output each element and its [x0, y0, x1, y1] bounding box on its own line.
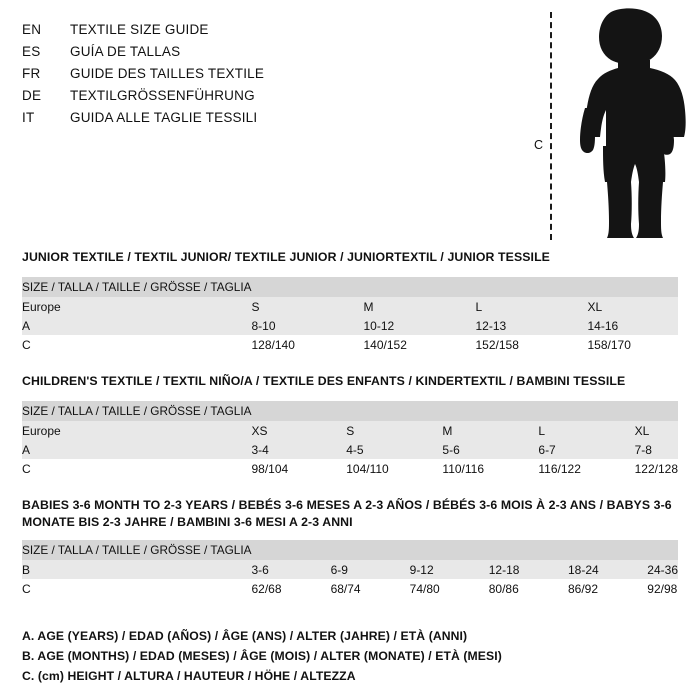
row-value: 92/98 [647, 579, 678, 598]
row-value: 24-36 [647, 560, 678, 579]
row-value: XS [251, 421, 346, 440]
row-value: 98/104 [251, 459, 346, 478]
language-code: IT [22, 110, 35, 125]
legend-row-height: C. (cm) HEIGHT / ALTURA / HAUTEUR / HÖHE / ALTEZZA [22, 669, 356, 683]
row-label: C [22, 459, 251, 478]
row-value: 80/86 [489, 579, 568, 598]
language-title: TEXTILE SIZE GUIDE [70, 22, 209, 37]
child-figure-illustration [505, 8, 695, 238]
row-value: 18-24 [568, 560, 647, 579]
table-header-row [22, 277, 678, 297]
table-header-row [22, 540, 678, 560]
table-header-cell [587, 277, 678, 297]
row-value: 152/158 [475, 335, 587, 354]
row-label: Europe [22, 297, 251, 316]
row-value: 10-12 [363, 316, 475, 335]
legend-row-age-years: A. AGE (YEARS) / EDAD (AÑOS) / ÂGE (ANS) / ALTER (JAHRE) / ETÀ (ANNI) [22, 629, 468, 643]
legend-row-age-months: B. AGE (MONTHS) / EDAD (MESES) / ÂGE (MOIS) / ALTER (MONATE) / ETÀ (MESI) [22, 649, 502, 663]
row-value: M [442, 421, 538, 440]
table-header-cell [410, 540, 489, 560]
section-title-junior: JUNIOR TEXTILE / TEXTIL JUNIOR/ TEXTILE JUNIOR / JUNIORTEXTIL / JUNIOR TESSILE [22, 250, 550, 264]
row-value: XL [587, 297, 678, 316]
row-value: S [346, 421, 442, 440]
table-header-label: SIZE / TALLA / TAILLE / GRÖSSE / TAGLIA [22, 540, 251, 560]
table-header-cell [635, 401, 678, 421]
row-value: 5-6 [442, 440, 538, 459]
row-value: 8-10 [251, 316, 363, 335]
row-label: A [22, 440, 251, 459]
row-value: 12-18 [489, 560, 568, 579]
row-value: S [251, 297, 363, 316]
row-value: 12-13 [475, 316, 587, 335]
row-value: 128/140 [251, 335, 363, 354]
row-value: 158/170 [587, 335, 678, 354]
table-row [22, 459, 678, 478]
row-label: C [22, 579, 251, 598]
language-code: DE [22, 88, 42, 103]
table-row [22, 579, 678, 598]
row-value: 104/110 [346, 459, 442, 478]
junior-size-table [22, 277, 678, 354]
section-title-children: CHILDREN'S TEXTILE / TEXTIL NIÑO/A / TEXTILE DES ENFANTS / KINDERTEXTIL / BAMBINI TESSILE [22, 374, 626, 388]
language-row [22, 88, 502, 110]
table-header-cell [251, 540, 330, 560]
row-value: L [475, 297, 587, 316]
table-header-cell [442, 401, 538, 421]
language-title: TEXTILGRÖSSENFÜHRUNG [70, 88, 255, 103]
row-value: 6-9 [331, 560, 410, 579]
row-label: B [22, 560, 251, 579]
table-header-label: SIZE / TALLA / TAILLE / GRÖSSE / TAGLIA [22, 277, 251, 297]
row-value: 116/122 [538, 459, 634, 478]
language-row [22, 44, 502, 66]
row-value: 3-4 [251, 440, 346, 459]
table-row [22, 335, 678, 354]
children-size-table [22, 401, 678, 478]
row-label: Europe [22, 421, 251, 440]
row-value: 14-16 [587, 316, 678, 335]
row-value: 140/152 [363, 335, 475, 354]
row-value: 6-7 [538, 440, 634, 459]
row-value: 9-12 [410, 560, 489, 579]
row-label: A [22, 316, 251, 335]
language-title: GUIDA ALLE TAGLIE TESSILI [70, 110, 258, 125]
row-value: M [363, 297, 475, 316]
language-row [22, 110, 502, 132]
row-value: 86/92 [568, 579, 647, 598]
table-header-cell [538, 401, 634, 421]
table-header-label: SIZE / TALLA / TAILLE / GRÖSSE / TAGLIA [22, 401, 251, 421]
language-title: GUIDE DES TAILLES TEXTILE [70, 66, 265, 81]
row-value: 3-6 [251, 560, 330, 579]
table-header-cell [346, 401, 442, 421]
row-value: L [538, 421, 634, 440]
row-label: C [22, 335, 251, 354]
language-row [22, 22, 502, 44]
language-row [22, 66, 502, 88]
table-row [22, 560, 678, 579]
row-value: 110/116 [442, 459, 538, 478]
height-measure-label: C [534, 138, 544, 152]
row-value: XL [635, 421, 678, 440]
table-header-cell [251, 277, 363, 297]
language-title: GUÍA DE TALLAS [70, 44, 181, 59]
height-measure-dashed-line [550, 12, 552, 240]
table-header-cell [568, 540, 647, 560]
row-value: 62/68 [251, 579, 330, 598]
table-row [22, 297, 678, 316]
section-title-babies: BABIES 3-6 MONTH TO 2-3 YEARS / BEBÉS 3-6 MESES A 2-3 AÑOS / BÉBÉS 3-6 MOIS À 2-3 ANS / BABYS 3-6 MONATE BIS 2-3 JAHRE / BAMBINI 3-6 MESI A 2-3 ANNI [22, 498, 672, 529]
table-header-cell [363, 277, 475, 297]
table-header-cell [647, 540, 678, 560]
row-value: 74/80 [410, 579, 489, 598]
table-header-cell [251, 401, 346, 421]
child-silhouette-icon [555, 8, 695, 240]
table-header-cell [489, 540, 568, 560]
language-code: EN [22, 22, 42, 37]
babies-size-table [22, 540, 678, 598]
language-code: ES [22, 44, 41, 59]
table-header-cell [331, 540, 410, 560]
language-title-block [22, 22, 502, 132]
table-header-cell [475, 277, 587, 297]
row-value: 4-5 [346, 440, 442, 459]
table-row [22, 440, 678, 459]
table-row [22, 421, 678, 440]
table-header-row [22, 401, 678, 421]
row-value: 68/74 [331, 579, 410, 598]
table-row [22, 316, 678, 335]
row-value: 122/128 [635, 459, 678, 478]
row-value: 7-8 [635, 440, 678, 459]
language-code: FR [22, 66, 41, 81]
legend-block [22, 626, 682, 686]
